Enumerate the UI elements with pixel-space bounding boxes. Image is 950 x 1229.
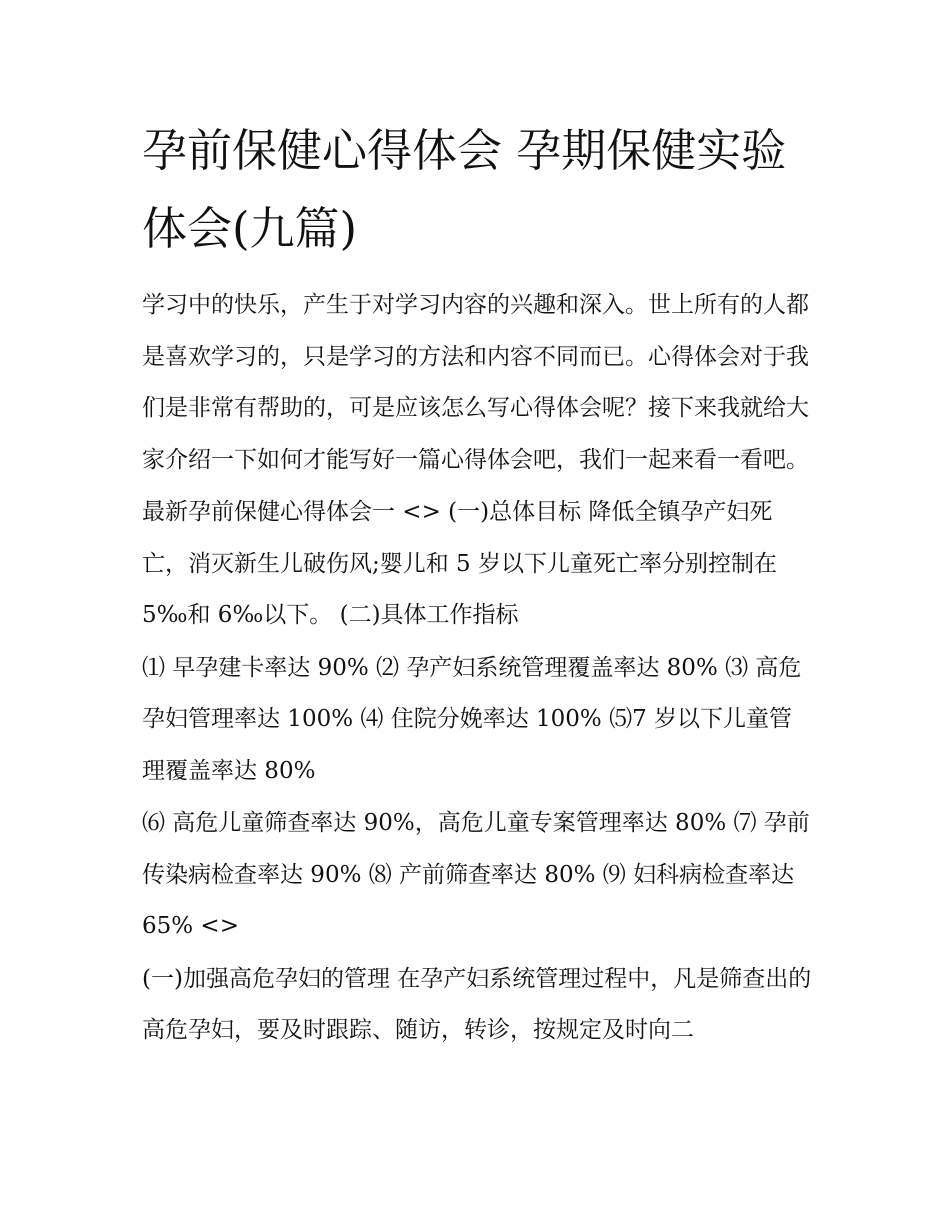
- document-page: [142, 112, 814, 1057]
- paragraph-intro: 学习中的快乐，产生于对学习内容的兴趣和深入。世上所有的人都是喜欢学习的，只是学习的方法和内容不同而已。心得体会对于我们是非常有帮助的，可是应该怎么写心得体会呢？接下来我就给大家介绍一下如何才能写好一篇心得体会吧，我们一起来看一看吧。: [142, 292, 809, 473]
- document-title: 孕前保健心得体会 孕期保健实验体会(九篇): [142, 124, 787, 255]
- paragraph-high-risk-management: (一)加强高危孕妇的管理 在孕产妇系统管理过程中，凡是筛查出的高危孕妇，要及时跟踪、随访，转诊，按规定及时向二: [142, 965, 812, 1043]
- paragraph-overall-goal: 最新孕前保健心得体会一 <> (一)总体目标 降低全镇孕产妇死亡，消灭新生儿破伤风;婴儿和 5 岁以下儿童死亡率分别控制在 5‰和 6‰以下。 (二)具体工作指标: [142, 499, 778, 628]
- paragraph-indicators-1: ⑴ 早孕建卡率达 90% ⑵ 孕产妇系统管理覆盖率达 80% ⑶ 高危孕妇管理率达 100% ⑷ 住院分娩率达 100% ⑸7 岁以下儿童管理覆盖率达 80%: [142, 654, 802, 784]
- paragraph-indicators-2: ⑹ 高危儿童筛查率达 90%，高危儿童专案管理率达 80% ⑺ 孕前传染病检查率达 90% ⑻ 产前筛查率达 80% ⑼ 妇科病检查率达 65% <>: [142, 810, 810, 939]
